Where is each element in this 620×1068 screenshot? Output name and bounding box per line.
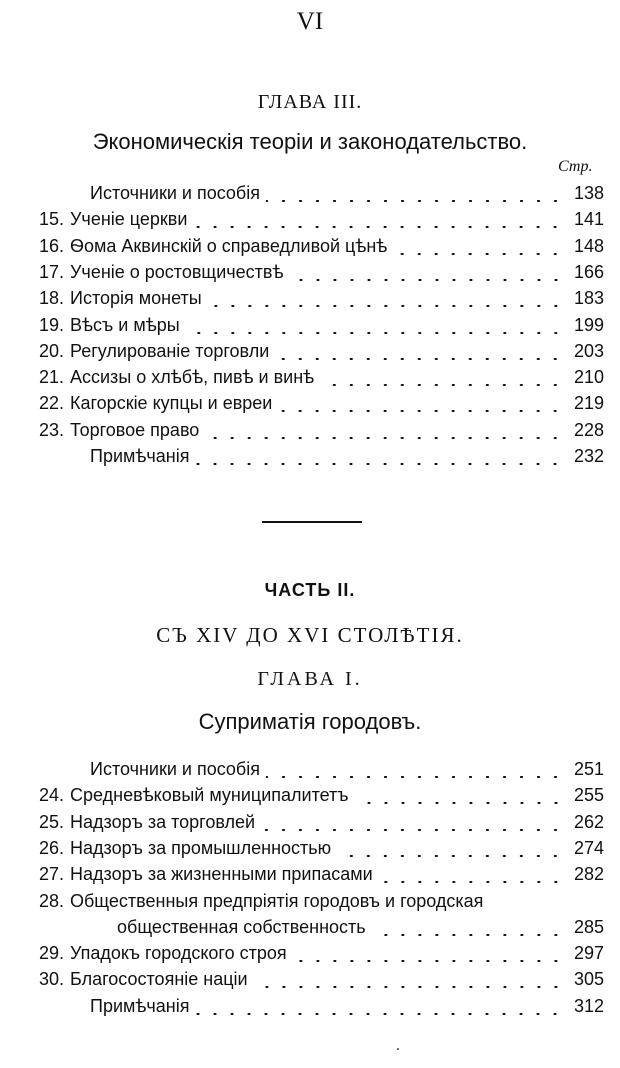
dot-leader	[205, 437, 564, 439]
entry-title: Источники и пособія	[90, 759, 260, 779]
entry-number: 22.	[38, 393, 64, 414]
entry-page: 297	[573, 943, 604, 964]
entry-title: общественная собственность	[117, 916, 366, 937]
dot-leader	[275, 358, 564, 360]
pages-column-label: Стр.	[558, 158, 593, 175]
toc-entry	[0, 809, 620, 835]
dot-leader	[193, 226, 564, 228]
entry-title: Регулированіе торговли	[70, 340, 270, 361]
entry-number: 18.	[38, 288, 64, 309]
entry-title: Исторія монеты	[70, 288, 202, 309]
dot-leader	[278, 410, 564, 412]
entry-number: 21.	[38, 367, 64, 388]
entry-title: Вѣсъ и мѣры	[70, 314, 180, 335]
chapter-title: Экономическія теоріи и законодательство.	[92, 129, 528, 154]
dot-leader	[208, 305, 564, 307]
entry-number: 28.	[38, 890, 64, 911]
entry-page: 228	[573, 419, 604, 440]
toc-entry	[0, 940, 620, 966]
entry-number: 20.	[38, 340, 64, 361]
entry-title: Кагорскіе купцы и евреи	[70, 393, 273, 414]
entry-number: 29.	[38, 943, 64, 964]
entry-page: 262	[573, 811, 604, 832]
entry-page: 305	[573, 969, 604, 990]
dot-leader	[261, 829, 564, 831]
dot-leader	[293, 960, 564, 962]
entry-title: Упадокъ городского строя	[70, 943, 287, 964]
dot-leader	[372, 934, 564, 936]
entry-number: 16.	[38, 235, 64, 256]
toc-entry	[0, 782, 620, 808]
entry-page: 210	[573, 367, 604, 388]
toc-entry	[0, 417, 620, 443]
toc-entry	[0, 835, 620, 861]
entry-number: 17.	[38, 261, 64, 282]
entry-title: Надзоръ за жизненными припасами	[70, 864, 373, 885]
dot-leader	[355, 802, 564, 804]
dot-leader	[266, 200, 564, 202]
entry-title: Примѣчанія	[90, 995, 190, 1016]
entry-title: Общественныя предпріятія городовъ и городская	[70, 890, 484, 911]
part-heading: ЧАСТЬ II.	[264, 580, 356, 600]
entry-number: 24.	[38, 785, 64, 806]
entry-page: 199	[573, 314, 604, 335]
page-speck	[397, 1048, 399, 1050]
entry-title: Средневѣковый муниципалитетъ	[70, 785, 349, 806]
toc-entry	[0, 338, 620, 364]
entry-number: 26.	[38, 837, 64, 858]
entry-title: Надзоръ за торговлей	[70, 811, 256, 832]
toc-entry	[0, 966, 620, 992]
dot-leader	[195, 1013, 564, 1015]
entry-page: 148	[573, 235, 604, 256]
dot-leader	[379, 881, 564, 883]
toc-entry	[0, 443, 620, 469]
entry-page: 285	[573, 916, 604, 937]
entry-number: 30.	[38, 969, 64, 990]
part-period: СЪ XIV ДО XVI СТОЛѢТІЯ.	[156, 623, 464, 647]
entry-title: Источники и пособія	[90, 183, 260, 203]
dot-leader	[393, 253, 564, 255]
entry-title: Ученіе церкви	[70, 209, 188, 230]
dot-leader	[290, 279, 564, 281]
entry-page: 203	[573, 340, 604, 361]
toc-entry	[0, 285, 620, 311]
toc-entry	[0, 312, 620, 338]
dot-leader	[337, 855, 564, 857]
entry-page: 251	[573, 759, 604, 779]
entry-page: 232	[573, 446, 604, 466]
toc-entry	[0, 233, 620, 259]
entry-title: Ученіе о ростовщичествѣ	[70, 261, 284, 282]
page-number: VI	[296, 8, 324, 35]
toc-entry	[0, 993, 620, 1019]
dot-leader	[320, 384, 564, 386]
entry-page: 274	[573, 837, 604, 858]
toc-entry	[0, 914, 620, 940]
dot-leader	[266, 776, 564, 778]
toc-entry	[0, 206, 620, 232]
toc-entry	[0, 259, 620, 285]
entry-title: Благосостояніе націи	[70, 969, 248, 990]
entry-title: Торговое право	[70, 419, 200, 440]
entry-number: 25.	[38, 811, 64, 832]
entry-title: Примѣчанія	[90, 446, 190, 466]
entry-page: 138	[573, 183, 604, 203]
entry-page: 255	[573, 785, 604, 806]
entry-page: 141	[573, 209, 604, 230]
toc-entry	[0, 888, 620, 914]
toc-entry	[0, 756, 620, 782]
entry-title: Надзоръ за промышленностью	[70, 837, 332, 858]
entry-number: 15.	[38, 209, 64, 230]
entry-page: 282	[573, 864, 604, 885]
toc-entry	[0, 390, 620, 416]
toc-entry	[0, 861, 620, 887]
toc-entry	[0, 180, 620, 206]
entry-page: 183	[573, 288, 604, 309]
toc-entry	[0, 364, 620, 390]
entry-page: 166	[573, 261, 604, 282]
entry-number: 27.	[38, 864, 64, 885]
dot-leader	[254, 986, 564, 988]
entry-number: 23.	[38, 419, 64, 440]
section-divider	[262, 521, 362, 523]
entry-title: Ассизы о хлѣбѣ, пивѣ и винѣ	[70, 367, 315, 388]
dot-leader	[186, 332, 564, 334]
entry-number: 19.	[38, 314, 64, 335]
chapter-heading-2: ГЛАВА I.	[257, 668, 363, 690]
entry-title: Ѳома Аквинскій о справедливой цѣнѣ	[70, 235, 388, 256]
entry-page: 312	[573, 995, 604, 1016]
entry-page: 219	[573, 393, 604, 414]
dot-leader	[195, 463, 564, 465]
chapter-heading: ГЛАВА III.	[257, 91, 363, 113]
chapter-title-2: Суприматія городовъ.	[198, 709, 422, 734]
